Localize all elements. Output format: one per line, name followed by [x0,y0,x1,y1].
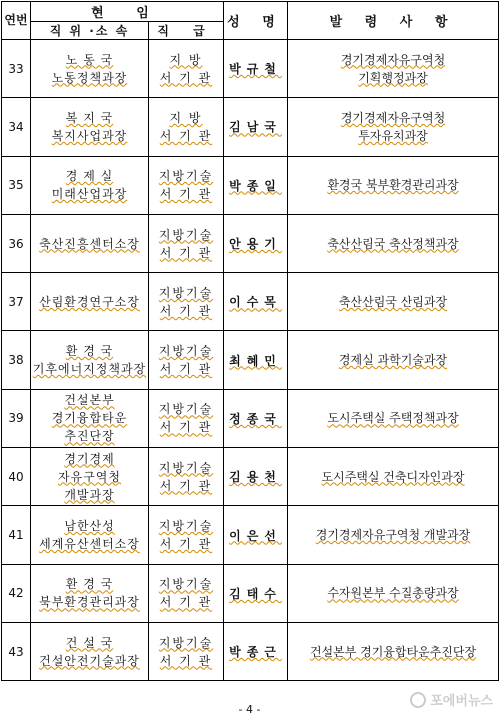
current-department [31,98,149,156]
current-rank [149,273,224,331]
person-name-text: 김용천 [229,470,282,485]
person-name [224,389,288,447]
current-department [31,273,149,331]
row-number: 43 [2,622,31,680]
watermark-logo-icon [410,692,426,708]
current-department [31,448,149,506]
current-rank-line: 서 기 관 [159,478,213,493]
current-department-line: 경기경제 [64,451,115,466]
current-department-line: 건설안전기술과장 [39,653,140,668]
current-department-line: 환 경 국 [65,577,114,592]
row-number: 35 [2,156,31,214]
current-rank [149,98,224,156]
current-rank-line: 지방기술 [158,519,214,534]
current-department-line: 복 지 국 [65,110,114,125]
person-name-text: 최혜민 [229,353,282,368]
person-name [224,448,288,506]
row-number: 33 [2,40,31,98]
row-number: 41 [2,506,31,564]
header-current-position: 현 임 [31,2,224,22]
current-rank-line: 지방기술 [158,402,214,417]
row-number: 39 [2,389,31,447]
current-department-line: 세계유산센터소장 [39,537,140,552]
current-rank-line: 지 방 [169,52,203,67]
current-rank-line: 서 기 관 [159,653,213,668]
person-name [224,506,288,564]
person-name [224,156,288,214]
appointment [288,40,499,98]
person-name [224,622,288,680]
current-department [31,622,149,680]
person-name [224,273,288,331]
current-department-line: 경 제 실 [65,169,114,184]
current-department-line: 건설본부 [64,393,115,408]
table-row [2,448,499,506]
header-row [2,2,499,22]
person-name-text: 박규철 [229,62,282,77]
current-rank [149,156,224,214]
appointment-line: 경기경제자유구역청 개발과장 [315,528,471,543]
appointment [288,156,499,214]
page-number: - 4 - [238,703,261,716]
header-rank: 직 급 [149,22,224,40]
current-rank [149,622,224,680]
row-number: 37 [2,273,31,331]
appointment [288,564,499,622]
person-name-text: 김태수 [229,586,282,601]
current-department-line: 자유구역청 [58,469,121,484]
appointment [288,273,499,331]
current-department-line: 남한산성 [64,519,115,534]
current-rank [149,506,224,564]
appointment-line: 건설본부 경기융합타운추진단장 [309,644,477,659]
news-watermark [410,690,493,709]
appointment-line: 투자유치과장 [358,128,428,143]
person-name-text: 정종국 [229,411,282,426]
current-rank-line: 지방기술 [158,169,214,184]
person-name-text: 이은선 [229,528,282,543]
appointment-line: 경기경제자유구역청 [340,52,446,67]
current-department [31,40,149,98]
table-row [2,214,499,272]
appointment-line: 경기경제자유구역청 [340,110,446,125]
current-rank [149,40,224,98]
table-row [2,564,499,622]
person-name-text: 안용기 [229,237,282,252]
person-name-text: 김남국 [229,120,282,135]
appointment-line: 축산산림국 축산정책과장 [327,236,459,251]
row-number: 40 [2,448,31,506]
current-department-line: 개발과장 [64,487,115,502]
appointment-line: 수자원본부 수질총량과장 [327,586,459,601]
current-department-line: 노동정책과장 [51,70,128,85]
person-name [224,214,288,272]
person-name-text: 박종일 [229,178,282,193]
current-department-line: 축산진흥센터소장 [39,236,140,251]
current-rank [149,564,224,622]
header-name: 성 명 [224,2,288,40]
appointment-line: 도시주택실 주택정책과장 [327,411,459,426]
current-rank [149,448,224,506]
current-department [31,564,149,622]
current-rank-line: 서 기 관 [159,420,213,435]
current-rank-line: 서 기 관 [159,70,213,85]
current-department-line: 추진단장 [64,429,115,444]
current-rank-line: 지방기술 [158,285,214,300]
current-rank-line: 지방기술 [158,344,214,359]
table-row [2,506,499,564]
current-rank-line: 서 기 관 [159,245,213,260]
appointment [288,389,499,447]
current-rank [149,389,224,447]
table-row [2,622,499,680]
table-row [2,273,499,331]
current-rank-line: 서 기 관 [159,303,213,318]
row-number: 34 [2,98,31,156]
current-rank-line: 지방기술 [158,227,214,242]
person-name-text: 박종근 [229,645,282,660]
header-department: 직 위 ·소 속 [31,22,149,40]
appointment-line: 환경국 북부환경관리과장 [327,178,459,193]
appointment [288,98,499,156]
current-rank-line: 서 기 관 [159,595,213,610]
table-row [2,40,499,98]
person-name-text: 이수목 [229,295,282,310]
current-department [31,389,149,447]
current-rank-line: 서 기 관 [159,537,213,552]
person-name [224,331,288,389]
table-row [2,331,499,389]
watermark-text: 포에버뉴스 [430,694,493,709]
appointment [288,448,499,506]
table-row [2,389,499,447]
current-rank-line: 서 기 관 [159,362,213,377]
current-department-line: 기후에너지정책과장 [32,362,147,377]
current-department [31,214,149,272]
current-department-line: 노 동 국 [65,52,114,67]
row-number: 38 [2,331,31,389]
current-department-line: 복지사업과장 [51,128,128,143]
current-department-line: 산림환경연구소장 [39,294,140,309]
appointment-line: 경제실 과학기술과장 [338,353,448,368]
row-number: 36 [2,214,31,272]
current-rank-line: 지방기술 [158,577,214,592]
person-name [224,40,288,98]
header-appointment: 발 령 사 항 [288,2,499,40]
current-department-line: 북부환경관리과장 [39,595,140,610]
person-name [224,98,288,156]
current-rank [149,214,224,272]
current-rank [149,331,224,389]
current-rank-line: 지방기술 [158,635,214,650]
current-department-line: 건 설 국 [65,635,114,650]
appointment [288,331,499,389]
current-rank-line: 서 기 관 [159,128,213,143]
current-rank-line: 서 기 관 [159,187,213,202]
current-department-line: 미래산업과장 [51,187,128,202]
appointment-line: 도시주택실 건축디자인과장 [321,469,465,484]
current-rank-line: 지방기술 [158,460,214,475]
header-number: 연번 [2,2,31,40]
appointment-line: 기획행정과장 [358,70,428,85]
current-rank-line: 지 방 [169,110,203,125]
row-number: 42 [2,564,31,622]
appointment [288,214,499,272]
appointment [288,622,499,680]
current-department [31,156,149,214]
personnel-appointment-table [1,1,499,681]
current-department-line: 환 경 국 [65,344,114,359]
appointment-line: 축산산림국 산림과장 [338,294,448,309]
person-name [224,564,288,622]
current-department-line: 경기융합타운 [51,411,128,426]
current-department [31,331,149,389]
current-department [31,506,149,564]
table-row [2,98,499,156]
table-row [2,156,499,214]
appointment [288,506,499,564]
